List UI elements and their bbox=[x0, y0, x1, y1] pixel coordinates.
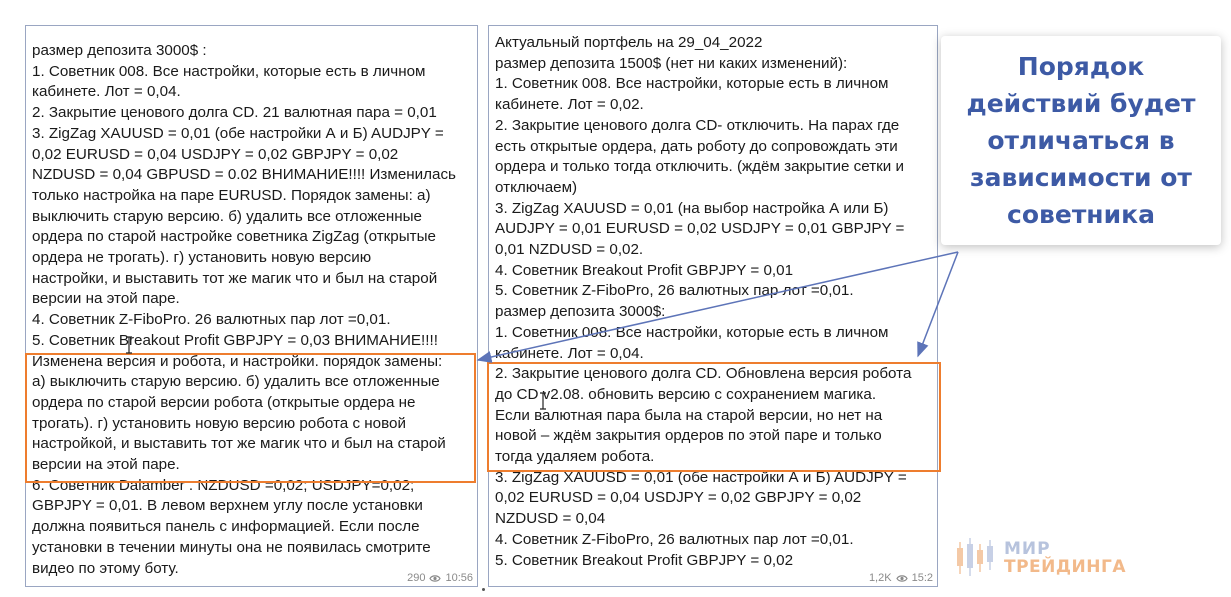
post-line: 1. Советник 008. Все настройки, которые есть в личном bbox=[495, 75, 889, 93]
post-line: 5. Советник Z-FiboPro, 26 валютных пар лот =0,01. bbox=[495, 282, 854, 300]
post-line: новой – ждём закрытия ордеров по этой паре и только bbox=[495, 427, 882, 445]
post-line: 2. Закрытие ценового долга CD- отключить. На парах где bbox=[495, 116, 900, 134]
post-line: 0,02 EURUSD = 0,04 USDJPY = 0,02 GBPJPY = 0,02 bbox=[32, 145, 399, 163]
post-time: 10:56 bbox=[445, 572, 473, 584]
logo-text-bottom: ТРЕЙДИНГА bbox=[1004, 557, 1126, 577]
post-line: кабинете. Лот = 0,04. bbox=[495, 344, 644, 362]
post-line: есть открытые ордера, дать роботу до сопровождать эти bbox=[495, 137, 898, 155]
post-line: Если валютная пара была на старой версии, но нет на bbox=[495, 406, 883, 424]
post-line: 6. Советник Dalamber . NZDUSD =0,02; USDJPY=0,02; bbox=[32, 476, 415, 494]
arrow-to-right-post bbox=[918, 252, 958, 356]
callout-line: действий будет bbox=[966, 89, 1196, 118]
post-line: 4. Советник Z-FiboPro, 26 валютных пар лот =0,01. bbox=[495, 530, 854, 548]
post-line: а) выключить старую версию. б) удалить все отложенные bbox=[32, 373, 440, 391]
view-count: 290 bbox=[407, 572, 426, 584]
post-line: NZDUSD = 0,04 bbox=[495, 510, 606, 528]
post-line: 3. ZigZag XAUUSD = 0,01 (на выбор настройка А или Б) bbox=[495, 199, 889, 217]
post-line: 3. ZigZag XAUUSD = 0,01 (обе настройки А и Б) AUDJPY = bbox=[495, 468, 907, 486]
text-cursor-icon bbox=[125, 336, 133, 354]
post-line: размер депозита 1500$ (нет ни каких изменений): bbox=[495, 54, 848, 72]
post-line: AUDJPY = 0,01 EURUSD = 0,02 USDJPY = 0,01 GBPJPY = bbox=[495, 220, 905, 238]
view-count: 1,2K bbox=[868, 572, 892, 584]
callout-line: Порядок bbox=[1017, 52, 1145, 81]
logo-text-top: МИР bbox=[1004, 539, 1051, 559]
post-line: настройкой, и выставить тот же магик что и был на старой bbox=[32, 435, 446, 453]
post-line: кабинете. Лот = 0,02. bbox=[495, 96, 644, 114]
post-line: выключить старую версию. б) удалить все отложенные bbox=[32, 207, 422, 225]
post-line: до CD v2.08. обновить версию с сохранением магика. bbox=[495, 385, 877, 403]
post-line: ордера и только тогда отключить. (ждём закрытие сетки и bbox=[495, 158, 904, 176]
post-line: 1. Советник 008. Все настройки, которые есть в личном bbox=[495, 323, 889, 341]
post-line: версии на этой паре. bbox=[32, 290, 180, 308]
post-line: ордера не трогать). г) установить новую версию bbox=[32, 249, 372, 267]
post-line: ордера по старой настройке советника ZigZag (открытые bbox=[32, 228, 436, 246]
post-line: 2. Закрытие ценового долга CD. Обновлена версия робота bbox=[495, 365, 912, 383]
post-line: 5. Советник Breakout Profit GBPJPY = 0,03 ВНИМАНИЕ!!!! bbox=[32, 331, 438, 349]
post-line: 3. ZigZag XAUUSD = 0,01 (обе настройки А и Б) AUDJPY = bbox=[32, 124, 444, 142]
post-line: только настройка на паре EURUSD. Порядок замены: а) bbox=[32, 186, 431, 204]
post-line: 2. Закрытие ценового долга CD. 21 валютная пара = 0,01 bbox=[32, 104, 437, 122]
post-line: 0,01 NZDUSD = 0,02. bbox=[495, 241, 644, 259]
post-line: кабинете. Лот = 0,04. bbox=[32, 83, 181, 101]
logo bbox=[954, 532, 1154, 582]
post-line: 4. Советник Breakout Profit GBPJPY = 0,01 bbox=[495, 261, 794, 279]
callout-line: советника bbox=[1007, 200, 1155, 229]
candlestick-logo-icon bbox=[954, 534, 1000, 580]
text-cursor-icon bbox=[539, 392, 547, 410]
post-line: 0,02 EURUSD = 0,04 USDJPY = 0,02 GBPJPY = 0,02 bbox=[495, 489, 862, 507]
post-line: NZDUSD = 0,04 GBPUSD = 0.02 ВНИМАНИЕ!!!! Изменилась bbox=[32, 166, 456, 184]
callout-line: зависимости от bbox=[970, 163, 1192, 192]
post-line: размер депозита 3000$ : bbox=[32, 42, 207, 59]
post-line: Актуальный портфель на 29_04_2022 bbox=[495, 34, 763, 51]
post-line: 5. Советник Breakout Profit GBPJPY = 0,02 bbox=[495, 551, 794, 569]
post-line: 4. Советник Z-FiboPro. 26 валютных пар лот =0,01. bbox=[32, 311, 391, 329]
callout-line: отличаться в bbox=[987, 126, 1175, 155]
post-line: GBPJPY = 0,01. В левом верхнем углу после установки bbox=[32, 497, 423, 515]
post-line: размер депозита 3000$: bbox=[495, 303, 666, 321]
post-line: видео по этому боту. bbox=[32, 559, 179, 577]
post-line: версии на этой паре. bbox=[32, 456, 180, 474]
post-line: ордера по старой версии робота (открытые ордера не bbox=[32, 393, 416, 411]
arrow-to-left-post bbox=[478, 252, 958, 360]
post-line: 1. Советник 008. Все настройки, которые есть в личном bbox=[32, 62, 426, 80]
post-line: настройки, и выставить тот же магик что и был на старой bbox=[32, 269, 438, 287]
post-line: установки в течении минуты она не появилась смотрите bbox=[32, 538, 431, 556]
post-time: 15:2 bbox=[911, 572, 933, 584]
decorative-dot bbox=[482, 588, 485, 591]
post-line: должна появиться панель с информацией. Если после bbox=[32, 518, 420, 536]
post-line: Изменена версия и робота, и настройки. порядок замены: bbox=[32, 352, 443, 370]
post-line: отключаем) bbox=[495, 178, 578, 196]
post-line: тогда удаляем робота. bbox=[495, 448, 655, 466]
post-line: трогать). г) установить новую версию робота с новой bbox=[32, 414, 406, 432]
